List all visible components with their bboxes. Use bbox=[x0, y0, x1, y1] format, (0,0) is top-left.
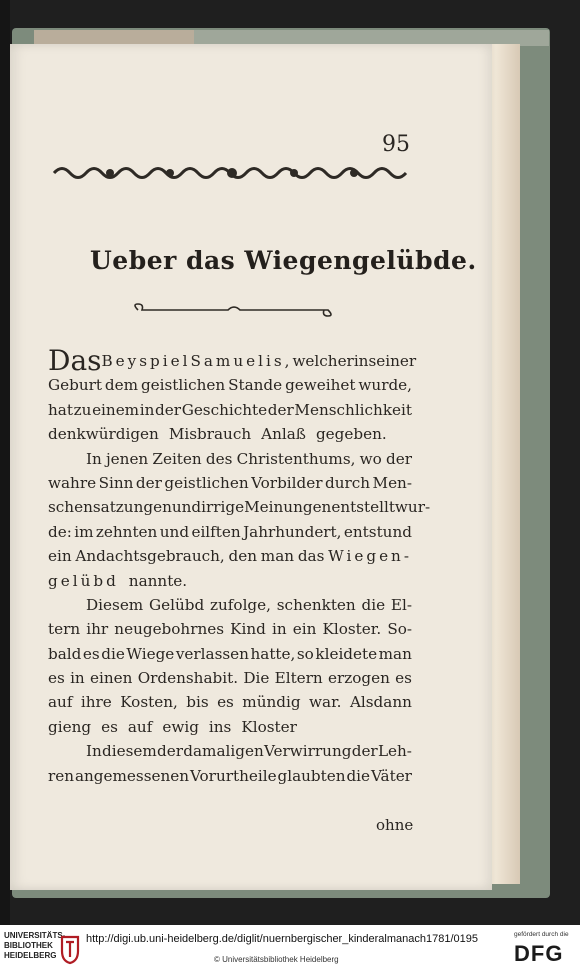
text-line: schensatzungen und irrige Meinungen entstellt wur- bbox=[48, 498, 431, 517]
page-title: Ueber das Wiegengelübde. bbox=[90, 246, 477, 275]
divider-flourish-icon bbox=[130, 302, 340, 318]
permalink-url[interactable]: http://digi.ub.uni-heidelberg.de/diglit/nuernbergischer_kinderalmanach1781/0195 bbox=[86, 933, 478, 945]
text-line: bald es die Wiege verlassen hatte, so kleidete man bbox=[48, 644, 412, 663]
text-line: hat zu einem in der Geschichte der Menschlichkeit bbox=[48, 400, 412, 419]
copyright-text: © Universitätsbibliothek Heidelberg bbox=[214, 955, 339, 964]
body-text bbox=[48, 344, 431, 788]
university-logo[interactable]: UNIVERSITÄTS- BIBLIOTHEK HEIDELBERG bbox=[4, 931, 66, 960]
book-binding bbox=[0, 0, 10, 925]
ornament-icon bbox=[50, 164, 414, 182]
text-line: tern ihr neugebohrnes Kind in ein Kloster. So- bbox=[48, 620, 412, 639]
text-line: gelübd nannte. bbox=[48, 571, 188, 590]
catchword: ohne bbox=[376, 816, 414, 834]
text-line: In jenen Zeiten des Christenthums, wo der bbox=[86, 449, 412, 468]
viewer-footer bbox=[0, 925, 580, 974]
dfg-logo[interactable]: DFG bbox=[514, 941, 564, 966]
text-line: ren angemessenen Vorurtheile glaubten die Väter bbox=[48, 766, 412, 785]
page-number: 95 bbox=[382, 132, 410, 157]
text-line: de: im zehnten und eilften Jahrhundert, entstund bbox=[48, 522, 412, 541]
text-line: ein Andachtsgebrauch, den man das Wiegen- bbox=[48, 547, 412, 566]
text-line: Diesem Gelübd zufolge, schenkten die El- bbox=[86, 595, 412, 614]
university-crest-icon bbox=[60, 933, 80, 965]
text-line: In diesem der damaligen Verwirrung der Leh- bbox=[86, 742, 412, 761]
text-line: denkwürdigen Misbrauch Anlaß gegeben. bbox=[48, 425, 387, 444]
funded-by-text: gefördert durch die bbox=[514, 931, 569, 938]
text-line: auf ihre Kosten, bis es mündig war. Alsdann bbox=[48, 693, 412, 712]
text-line: es in einen Ordenshabit. Die Eltern erzogen es bbox=[48, 669, 412, 688]
text-line: gieng es auf ewig ins Kloster bbox=[48, 717, 297, 736]
text-line: wahre Sinn der geistlichen Vorbilder durch Men- bbox=[48, 473, 412, 492]
text-line: Geburt dem geistlichen Stande geweihet wurde, bbox=[48, 376, 412, 395]
text-line: Das Beyspiel Samuelis, welcher in seiner bbox=[48, 344, 417, 377]
book-page bbox=[10, 44, 492, 890]
dropcap: Das bbox=[48, 344, 102, 377]
